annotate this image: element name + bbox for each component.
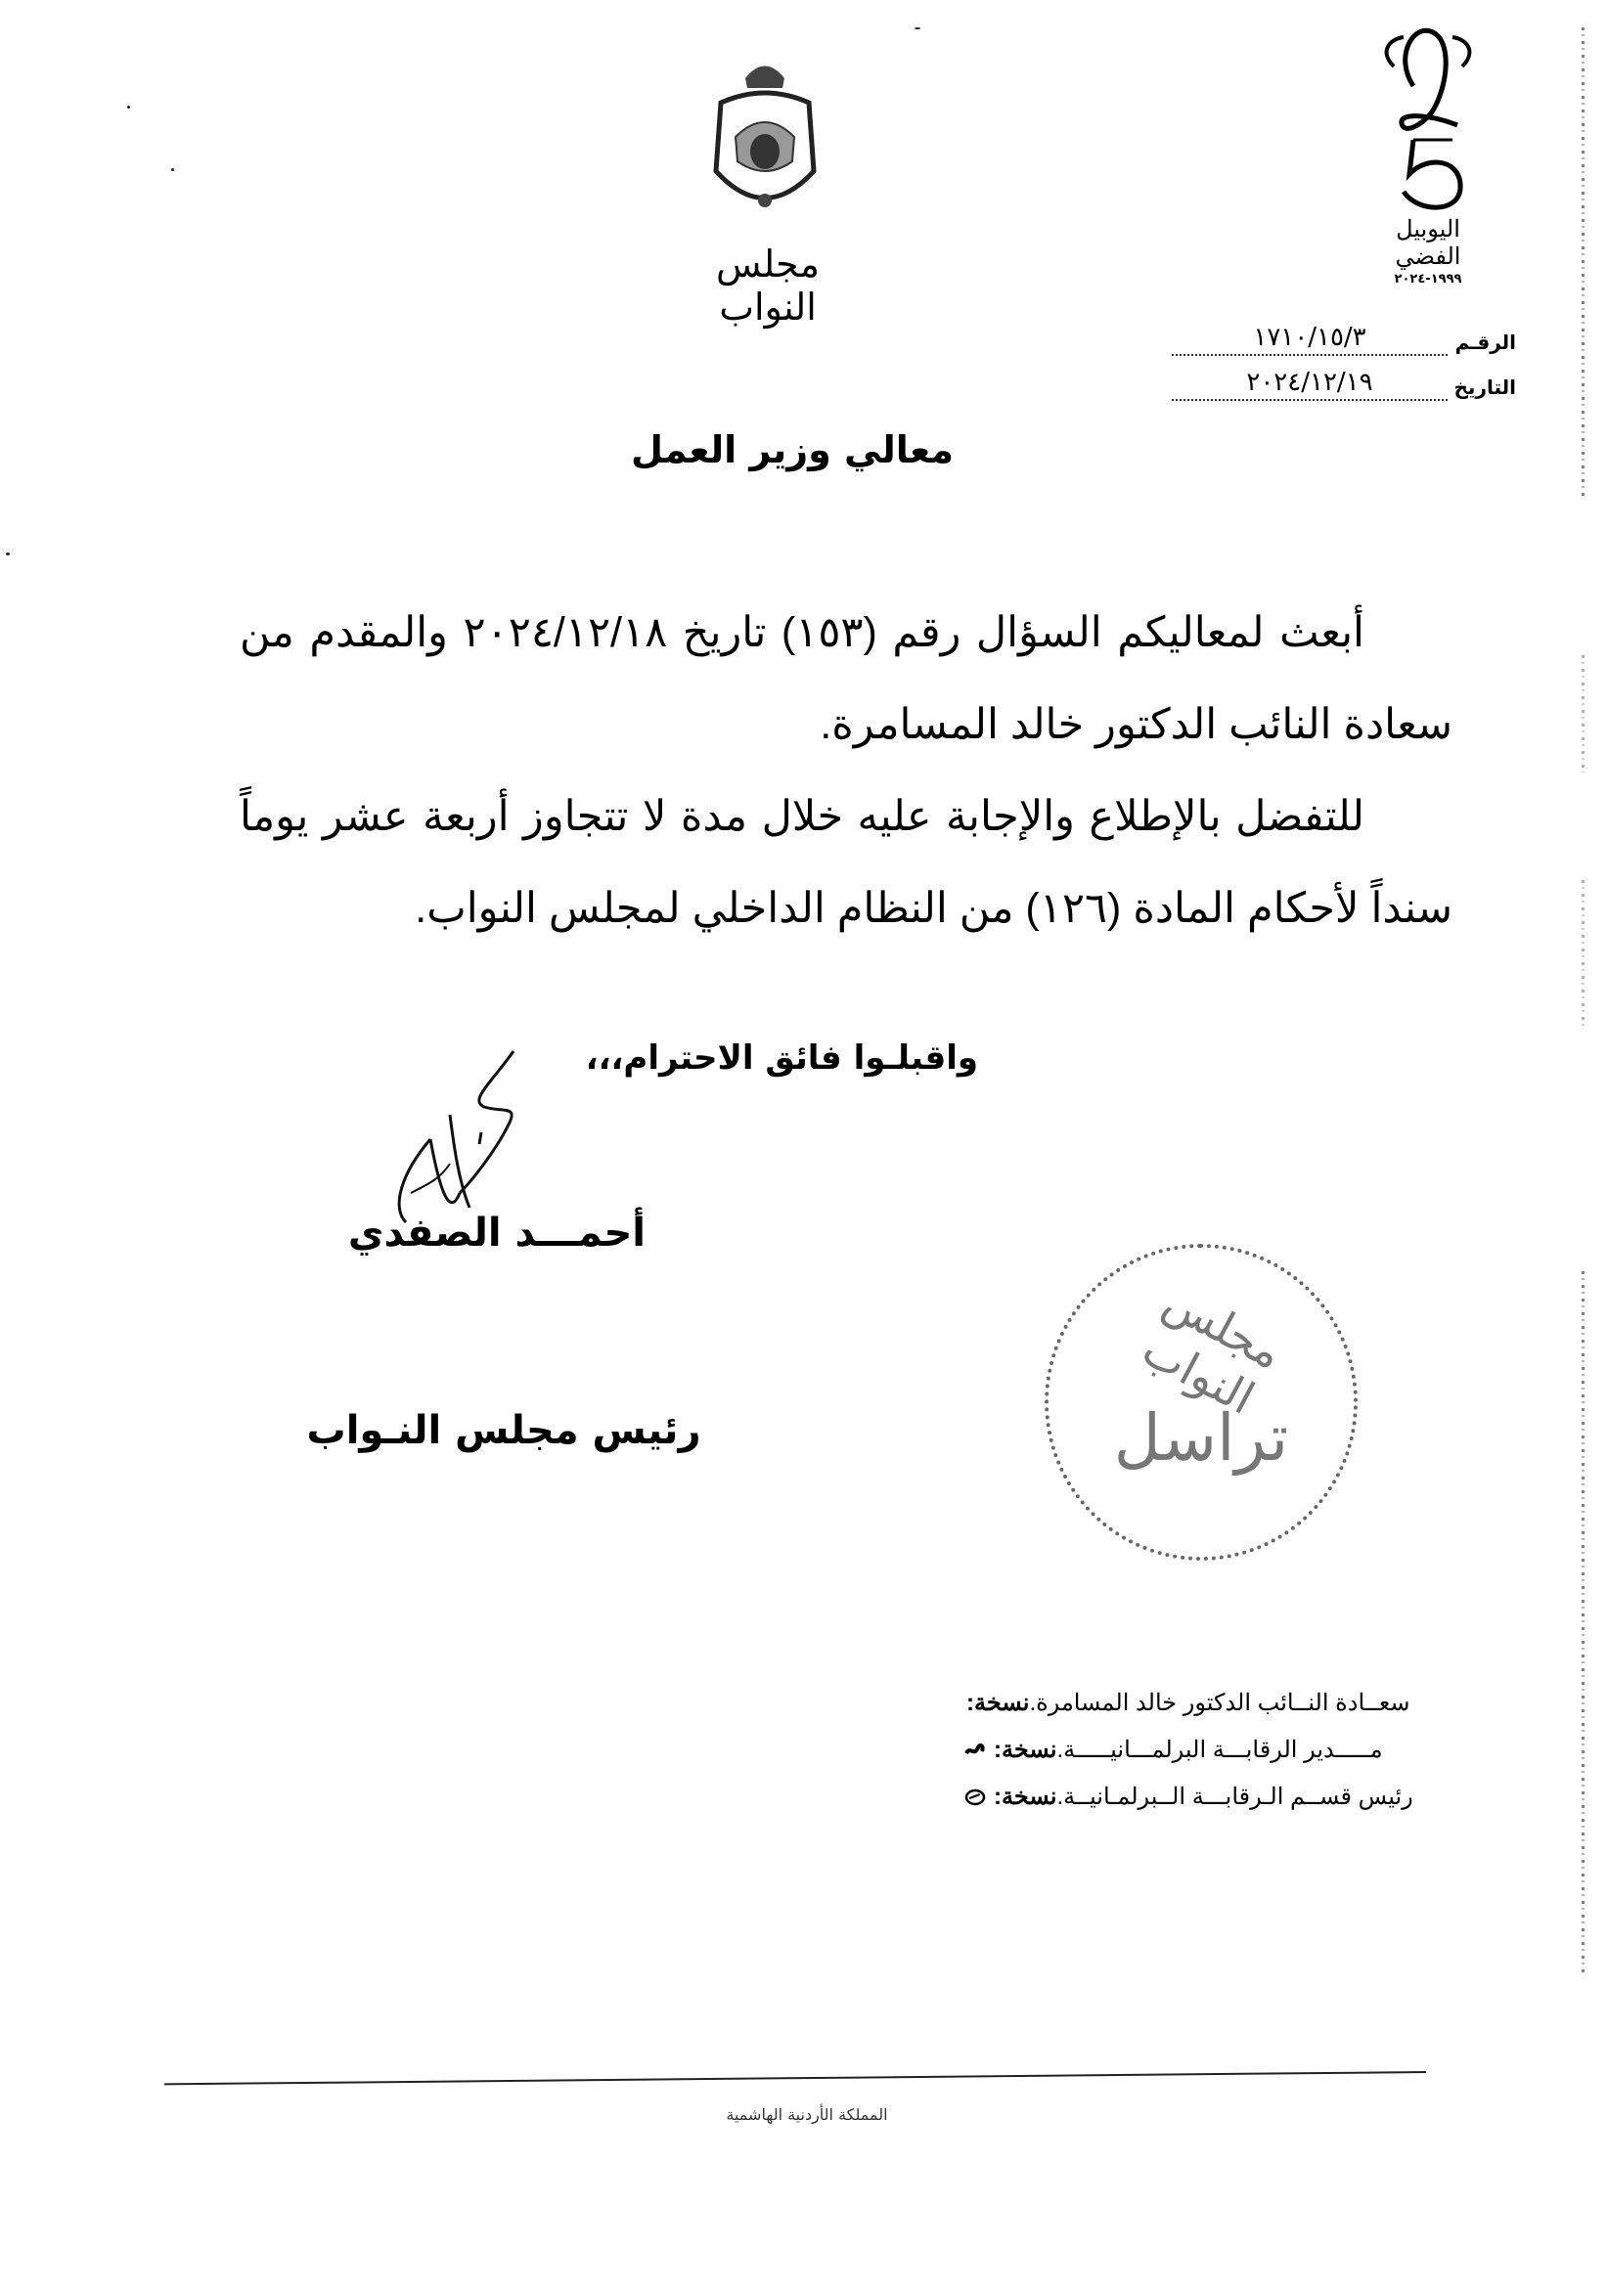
reference-label: الرقـم xyxy=(1454,331,1516,354)
date-value: ٢٠٢٤/١٢/١٩ xyxy=(1172,368,1448,401)
cc-item xyxy=(959,1727,1467,1774)
jubilee-25-icon xyxy=(1374,27,1482,213)
footer-divider xyxy=(164,2071,1426,2085)
scan-speck xyxy=(6,552,10,555)
scan-edge-mark xyxy=(1582,880,1585,1027)
signer-title: رئيس مجلس النـواب xyxy=(306,1408,701,1453)
scan-speck xyxy=(915,27,920,29)
reference-number-row xyxy=(1164,311,1516,356)
cc-item xyxy=(959,1774,1467,1821)
cc-recipient: مـــــدير الرقابـــة البرلمـــانيـــــة. xyxy=(1056,1737,1383,1763)
coat-of-arms-icon xyxy=(706,54,824,220)
footer-text: المملكة الأردنية الهاشمية xyxy=(726,2105,888,2124)
signer-name: أحمـــد الصفدي xyxy=(347,1211,646,1256)
letter-body xyxy=(240,587,1452,954)
scan-speck xyxy=(127,106,130,109)
institution-name: مجلس النواب xyxy=(716,243,820,329)
reference-number: ١٧١٠/١٥/٣ xyxy=(1172,323,1448,356)
handwritten-initial-icon xyxy=(964,1787,986,1808)
cc-recipient: سعــادة النــائب الدكتور خالد المسامرة. xyxy=(1029,1690,1410,1716)
reference-block xyxy=(1164,311,1516,401)
scan-edge-mark xyxy=(1582,655,1585,773)
closing-salutation: واقبلـوا فائق الاحترام،،، xyxy=(585,1038,978,1078)
stamp-center-text: تراسل xyxy=(1113,1400,1289,1476)
stamp-arc-text: مجلس النواب xyxy=(1134,1274,1291,1425)
body-paragraph-2: للتفضل بالإطلاع والإجابة عليه خلال مدة لا تتجاوز أربعة عشر يوماً سنداً لأحكام المادة (١٢٦) من النظام الداخلي لمجلس النواب. xyxy=(240,793,1452,932)
jubilee-years: ١٩٩٩-٢٠٢٤ xyxy=(1394,272,1462,287)
scan-edge-mark xyxy=(1582,1271,1585,1975)
handwritten-tick-icon xyxy=(964,1740,986,1761)
silver-jubilee-logo xyxy=(1360,27,1496,287)
cc-label: نسخة: xyxy=(966,1690,1030,1716)
cc-label: نسخة: xyxy=(994,1784,1057,1810)
body-paragraph-1: أبعث لمعاليكم السؤال رقم (١٥٣) تاريخ ٢٠٢٤/١٢/١٨ والمقدم من سعادة النائب الدكتور خالد المسامرة. xyxy=(240,609,1452,748)
coat-of-arms-emblem xyxy=(706,54,824,220)
scan-edge-mark xyxy=(1582,27,1585,497)
jubilee-label: اليوبيل الفضي xyxy=(1395,215,1461,270)
cc-label: نسخة: xyxy=(994,1737,1057,1763)
scan-speck xyxy=(171,168,174,171)
cc-item xyxy=(959,1680,1467,1727)
cc-list xyxy=(959,1680,1467,1821)
addressee: معالي وزير العمل xyxy=(631,428,954,471)
official-stamp xyxy=(1045,1244,1358,1561)
cc-recipient: رئيس قســم الـرقابـــة الــبرلمـانيــة. xyxy=(1056,1784,1413,1810)
date-row xyxy=(1164,356,1516,401)
date-label: التاريخ xyxy=(1453,375,1516,399)
